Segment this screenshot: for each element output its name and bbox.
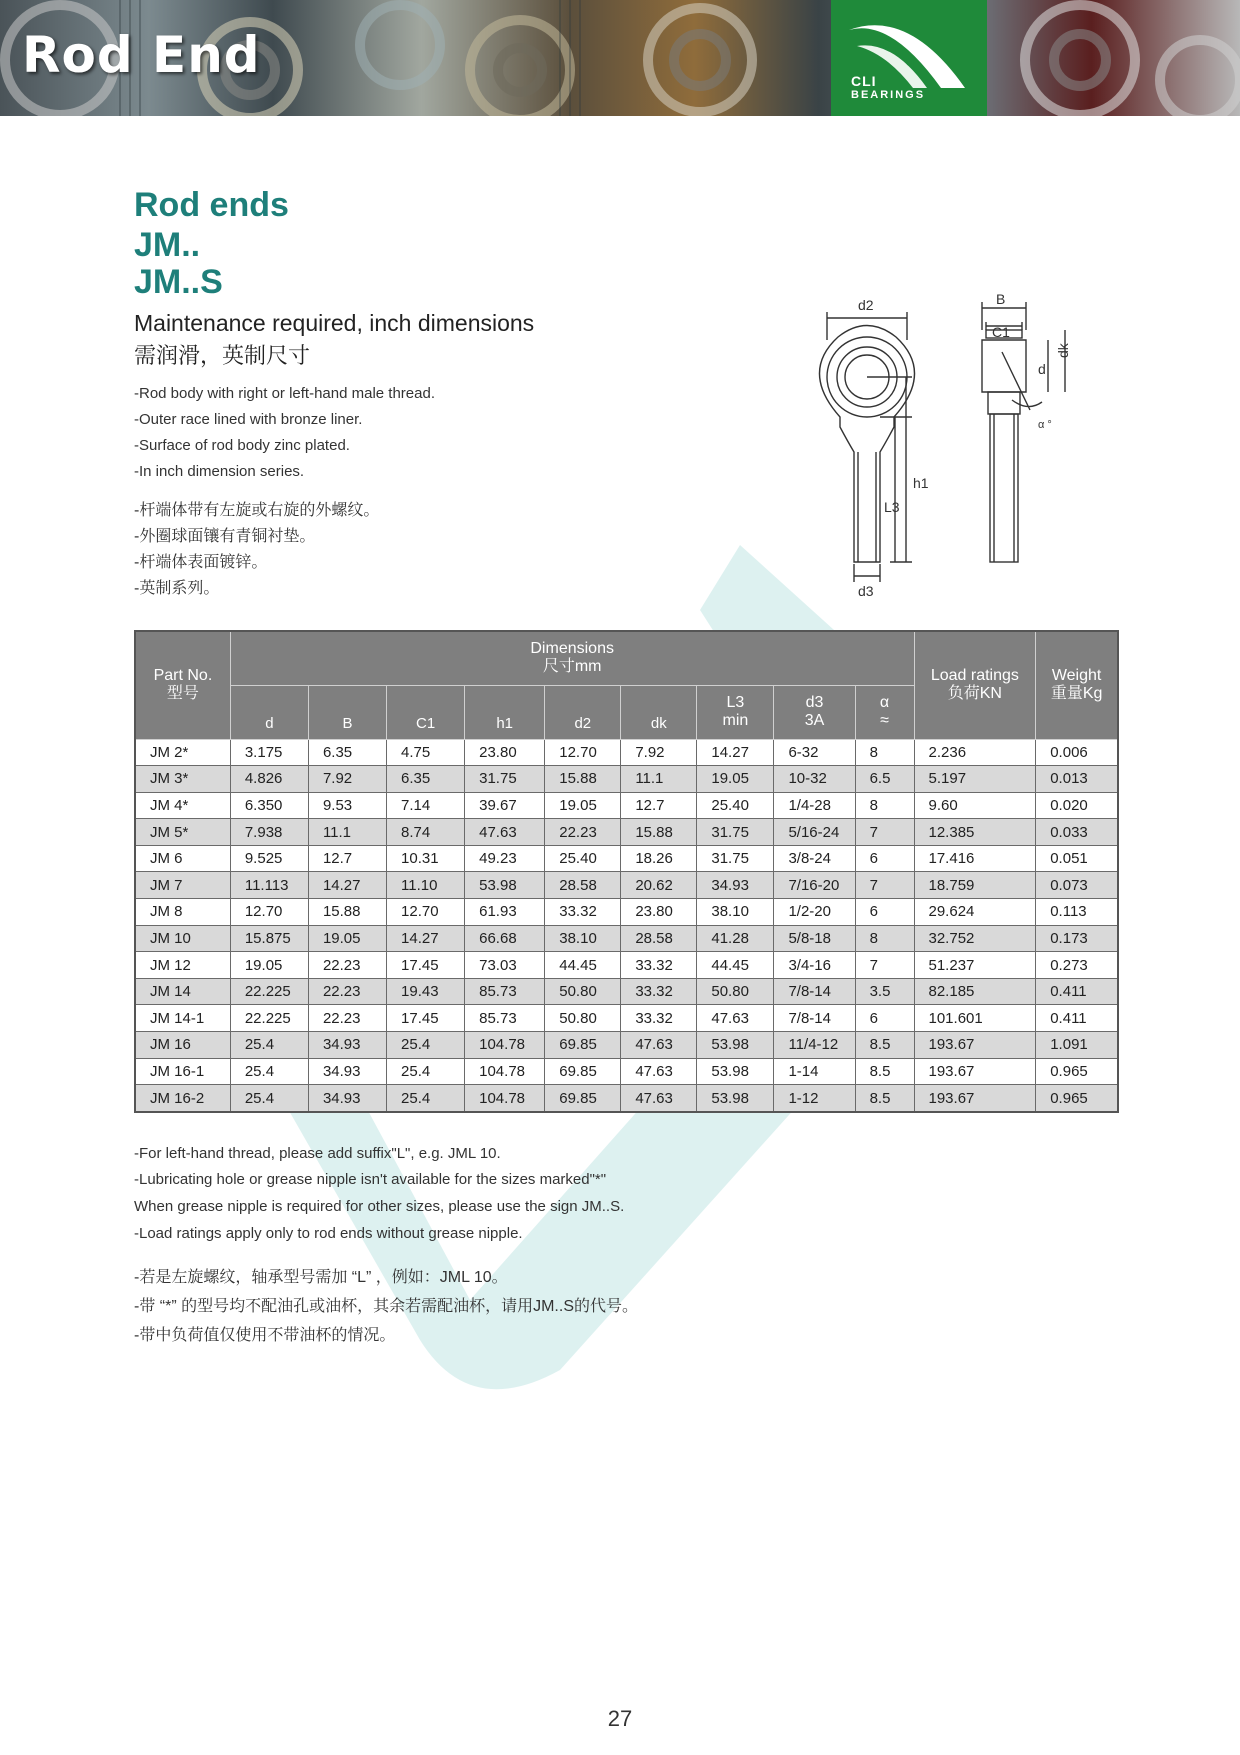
table-cell: 1-12 xyxy=(774,1085,855,1112)
table-cell: JM 8 xyxy=(135,899,230,926)
table-cell: 9.525 xyxy=(230,845,308,872)
table-cell: 11.1 xyxy=(308,819,386,846)
table-cell: 9.53 xyxy=(308,792,386,819)
table-cell: 15.88 xyxy=(308,899,386,926)
table-cell: 25.40 xyxy=(545,845,621,872)
table-cell: 193.67 xyxy=(914,1085,1036,1112)
table-cell: 10.31 xyxy=(387,845,465,872)
table-cell: JM 4* xyxy=(135,792,230,819)
table-cell: 0.051 xyxy=(1036,845,1118,872)
table-cell: 22.225 xyxy=(230,1005,308,1032)
table-cell: 47.63 xyxy=(621,1085,697,1112)
feature-zh-4: -英制系列。 xyxy=(134,580,220,597)
header-dk: dk xyxy=(621,685,697,739)
table-cell: 0.113 xyxy=(1036,899,1118,926)
table-cell: 0.006 xyxy=(1036,739,1118,766)
table-cell: JM 5* xyxy=(135,819,230,846)
table-cell: JM 14 xyxy=(135,978,230,1005)
table-cell: 17.416 xyxy=(914,845,1036,872)
table-cell: 23.80 xyxy=(465,739,545,766)
subtitle-english: Maintenance required, inch dimensions xyxy=(134,310,535,336)
banner-title: Rod End xyxy=(22,26,261,84)
table-cell: JM 14-1 xyxy=(135,1005,230,1032)
dimensions-table-wrapper xyxy=(134,630,1119,1113)
feature-en-1: -Rod body with right or left-hand male thread. xyxy=(134,385,435,402)
label-d: d xyxy=(1038,361,1046,377)
logo-text xyxy=(851,74,925,102)
subtitle-chinese: 需润滑，英制尺寸 xyxy=(134,343,311,368)
table-cell: 22.225 xyxy=(230,978,308,1005)
table-cell: 14.27 xyxy=(387,925,465,952)
table-cell: 33.32 xyxy=(621,978,697,1005)
table-cell: 2.236 xyxy=(914,739,1036,766)
table-cell: 11/4-12 xyxy=(774,1032,855,1059)
table-cell: 47.63 xyxy=(697,1005,774,1032)
table-row xyxy=(135,978,1118,1005)
feature-zh-1: -杆端体带有左旋或右旋的外螺纹。 xyxy=(134,502,380,519)
table-cell: 17.45 xyxy=(387,1005,465,1032)
table-cell: 8 xyxy=(855,925,914,952)
table-row xyxy=(135,925,1118,952)
table-cell: 85.73 xyxy=(465,978,545,1005)
table-cell: 193.67 xyxy=(914,1058,1036,1085)
header-banner xyxy=(0,0,1240,116)
table-row xyxy=(135,1085,1118,1112)
table-cell: 19.05 xyxy=(308,925,386,952)
table-cell: 6.35 xyxy=(387,766,465,793)
table-cell: 12.7 xyxy=(308,845,386,872)
table-cell: 3.5 xyxy=(855,978,914,1005)
page-number: 27 xyxy=(607,1706,633,1731)
series-title-jms: JM..S xyxy=(134,263,223,301)
table-cell: 193.67 xyxy=(914,1032,1036,1059)
label-L3: L3 xyxy=(884,499,900,515)
table-cell: 50.80 xyxy=(545,978,621,1005)
table-cell: 101.601 xyxy=(914,1005,1036,1032)
table-cell: 0.033 xyxy=(1036,819,1118,846)
table-row xyxy=(135,766,1118,793)
table-row xyxy=(135,872,1118,899)
note-en-2: -Lubricating hole or grease nipple isn't available for the sizes marked"*" xyxy=(134,1171,607,1188)
table-cell: 19.43 xyxy=(387,978,465,1005)
table-cell: 4.826 xyxy=(230,766,308,793)
table-cell: 0.013 xyxy=(1036,766,1118,793)
label-d2: d2 xyxy=(858,297,874,313)
table-cell: JM 16-2 xyxy=(135,1085,230,1112)
table-cell: 38.10 xyxy=(697,899,774,926)
table-cell: 51.237 xyxy=(914,952,1036,979)
table-cell: 25.4 xyxy=(387,1085,465,1112)
table-cell: 31.75 xyxy=(697,845,774,872)
header-C1: C1 xyxy=(387,685,465,739)
table-cell: 82.185 xyxy=(914,978,1036,1005)
table-cell: 22.23 xyxy=(308,1005,386,1032)
table-cell: 1/2-20 xyxy=(774,899,855,926)
table-cell: 33.32 xyxy=(621,952,697,979)
table-cell: 9.60 xyxy=(914,792,1036,819)
table-cell: 47.63 xyxy=(621,1032,697,1059)
table-cell: 47.63 xyxy=(465,819,545,846)
table-cell: 47.63 xyxy=(621,1058,697,1085)
table-cell: 73.03 xyxy=(465,952,545,979)
table-cell: 6 xyxy=(855,845,914,872)
table-cell: 0.965 xyxy=(1036,1058,1118,1085)
table-cell: 104.78 xyxy=(465,1085,545,1112)
header-L3: L3 min xyxy=(697,685,774,739)
table-cell: 34.93 xyxy=(697,872,774,899)
note-zh-1: -若是左旋螺纹，轴承型号需加 “L” ，例如：JML 10。 xyxy=(134,1269,508,1286)
table-cell: 12.70 xyxy=(387,899,465,926)
header-d: d xyxy=(230,685,308,739)
table-cell: 31.75 xyxy=(697,819,774,846)
table-cell: 8.5 xyxy=(855,1085,914,1112)
table-cell: JM 3* xyxy=(135,766,230,793)
table-cell: 33.32 xyxy=(545,899,621,926)
table-cell: 12.70 xyxy=(230,899,308,926)
table-cell: 0.965 xyxy=(1036,1085,1118,1112)
table-cell: 20.62 xyxy=(621,872,697,899)
label-B: B xyxy=(996,292,1006,307)
table-cell: 3.175 xyxy=(230,739,308,766)
table-cell: 6-32 xyxy=(774,739,855,766)
table-cell: 12.70 xyxy=(545,739,621,766)
header-part-no: Part No. 型号 xyxy=(135,631,230,739)
table-cell: 7 xyxy=(855,952,914,979)
label-d3: d3 xyxy=(858,583,874,599)
table-cell: 85.73 xyxy=(465,1005,545,1032)
table-cell: JM 6 xyxy=(135,845,230,872)
table-cell: 34.93 xyxy=(308,1032,386,1059)
table-cell: 15.875 xyxy=(230,925,308,952)
note-zh-3: -带中负荷值仅使用不带油杯的情况。 xyxy=(134,1327,396,1344)
table-cell: 11.10 xyxy=(387,872,465,899)
table-cell: 19.05 xyxy=(697,766,774,793)
table-cell: JM 16-1 xyxy=(135,1058,230,1085)
table-cell: 7.938 xyxy=(230,819,308,846)
table-cell: 53.98 xyxy=(697,1032,774,1059)
table-cell: 4.75 xyxy=(387,739,465,766)
table-cell: 28.58 xyxy=(545,872,621,899)
rod-end-technical-drawing xyxy=(780,292,1110,602)
table-cell: 12.385 xyxy=(914,819,1036,846)
table-cell: 25.4 xyxy=(230,1058,308,1085)
table-cell: 15.88 xyxy=(545,766,621,793)
table-cell: 25.4 xyxy=(387,1058,465,1085)
table-cell: 29.624 xyxy=(914,899,1036,926)
logo-line2: BEARINGS xyxy=(851,89,926,101)
note-zh-2: -带 “*” 的型号均不配油孔或油杯，其余若需配油杯，请用JM..S的代号。 xyxy=(134,1298,638,1315)
table-cell: 7/16-20 xyxy=(774,872,855,899)
table-cell: 12.7 xyxy=(621,792,697,819)
table-cell: 44.45 xyxy=(697,952,774,979)
table-cell: 6.35 xyxy=(308,739,386,766)
table-cell: 1-14 xyxy=(774,1058,855,1085)
table-cell: 19.05 xyxy=(545,792,621,819)
table-cell: 3/4-16 xyxy=(774,952,855,979)
table-cell: 8.5 xyxy=(855,1058,914,1085)
table-cell: 34.93 xyxy=(308,1058,386,1085)
table-cell: 66.68 xyxy=(465,925,545,952)
table-cell: 6.350 xyxy=(230,792,308,819)
table-cell: 15.88 xyxy=(621,819,697,846)
table-cell: 17.45 xyxy=(387,952,465,979)
header-load-ratings: Load ratings 负荷KN xyxy=(914,631,1036,739)
table-cell: 41.28 xyxy=(697,925,774,952)
table-cell: 19.05 xyxy=(230,952,308,979)
table-cell: 31.75 xyxy=(465,766,545,793)
label-h1: h1 xyxy=(913,475,929,491)
table-cell: 18.26 xyxy=(621,845,697,872)
table-cell: 7 xyxy=(855,819,914,846)
header-weight: Weight 重量Kg xyxy=(1036,631,1118,739)
table-cell: 32.752 xyxy=(914,925,1036,952)
header-alpha: α ≈ xyxy=(855,685,914,739)
table-cell: 7.92 xyxy=(621,739,697,766)
note-en-3: When grease nipple is required for other sizes, please use the sign JM..S. xyxy=(134,1198,625,1215)
table-cell: 104.78 xyxy=(465,1032,545,1059)
table-cell: 25.40 xyxy=(697,792,774,819)
table-cell: 5/8-18 xyxy=(774,925,855,952)
table-cell: 7 xyxy=(855,872,914,899)
dimensions-table xyxy=(134,630,1119,1113)
company-logo xyxy=(831,0,987,116)
table-cell: 5.197 xyxy=(914,766,1036,793)
table-row xyxy=(135,1032,1118,1059)
table-cell: 69.85 xyxy=(545,1085,621,1112)
table-cell: 0.173 xyxy=(1036,925,1118,952)
table-cell: JM 12 xyxy=(135,952,230,979)
table-cell: 49.23 xyxy=(465,845,545,872)
table-cell: 1/4-28 xyxy=(774,792,855,819)
table-cell: 25.4 xyxy=(230,1032,308,1059)
table-cell: 25.4 xyxy=(387,1032,465,1059)
label-dk: dk xyxy=(1055,343,1071,358)
feature-zh-2: -外圈球面镶有青铜衬垫。 xyxy=(134,528,316,545)
table-cell: 1.091 xyxy=(1036,1032,1118,1059)
table-cell: 10-32 xyxy=(774,766,855,793)
table-cell: 14.27 xyxy=(308,872,386,899)
series-title-jm: JM.. xyxy=(134,226,201,264)
table-row xyxy=(135,899,1118,926)
table-cell: 7/8-14 xyxy=(774,1005,855,1032)
page-title: Rod ends xyxy=(134,186,289,224)
note-en-4: -Load ratings apply only to rod ends without grease nipple. xyxy=(134,1225,523,1242)
table-cell: 0.020 xyxy=(1036,792,1118,819)
table-cell: 22.23 xyxy=(545,819,621,846)
table-cell: 0.411 xyxy=(1036,1005,1118,1032)
table-cell: 50.80 xyxy=(545,1005,621,1032)
feature-en-3: -Surface of rod body zinc plated. xyxy=(134,437,350,454)
table-cell: 8 xyxy=(855,792,914,819)
table-cell: JM 16 xyxy=(135,1032,230,1059)
label-alpha: α ° xyxy=(1038,419,1052,431)
table-cell: 0.411 xyxy=(1036,978,1118,1005)
table-cell: 7.92 xyxy=(308,766,386,793)
table-cell: 7.14 xyxy=(387,792,465,819)
table-cell: 61.93 xyxy=(465,899,545,926)
table-cell: 25.4 xyxy=(230,1085,308,1112)
table-cell: 53.98 xyxy=(697,1058,774,1085)
feature-en-4: -In inch dimension series. xyxy=(134,463,305,480)
table-cell: 0.073 xyxy=(1036,872,1118,899)
feature-en-2: -Outer race lined with bronze liner. xyxy=(134,411,363,428)
table-row xyxy=(135,739,1118,766)
table-cell: 11.113 xyxy=(230,872,308,899)
table-row xyxy=(135,1058,1118,1085)
table-cell: 22.23 xyxy=(308,952,386,979)
table-cell: 6 xyxy=(855,899,914,926)
table-body xyxy=(135,739,1118,1112)
table-cell: 6.5 xyxy=(855,766,914,793)
label-C1: C1 xyxy=(992,324,1010,340)
table-cell: 44.45 xyxy=(545,952,621,979)
table-cell: 53.98 xyxy=(465,872,545,899)
table-cell: 0.273 xyxy=(1036,952,1118,979)
table-cell: 23.80 xyxy=(621,899,697,926)
table-row xyxy=(135,792,1118,819)
table-cell: 11.1 xyxy=(621,766,697,793)
table-cell: 8 xyxy=(855,739,914,766)
table-cell: 33.32 xyxy=(621,1005,697,1032)
header-d2: d2 xyxy=(545,685,621,739)
table-cell: JM 10 xyxy=(135,925,230,952)
table-cell: 7/8-14 xyxy=(774,978,855,1005)
table-cell: 53.98 xyxy=(697,1085,774,1112)
header-B: B xyxy=(308,685,386,739)
table-row xyxy=(135,845,1118,872)
table-cell: 5/16-24 xyxy=(774,819,855,846)
logo-line1: CLI xyxy=(851,73,877,89)
header-d3: d3 3A xyxy=(774,685,855,739)
table-cell: 8.74 xyxy=(387,819,465,846)
table-cell: 8.5 xyxy=(855,1032,914,1059)
header-dimensions: Dimensions 尺寸mm xyxy=(230,631,914,685)
table-row xyxy=(135,952,1118,979)
table-cell: 34.93 xyxy=(308,1085,386,1112)
table-cell: 38.10 xyxy=(545,925,621,952)
table-cell: 18.759 xyxy=(914,872,1036,899)
table-cell: 39.67 xyxy=(465,792,545,819)
feature-zh-3: -杆端体表面镀锌。 xyxy=(134,554,268,571)
table-cell: 6 xyxy=(855,1005,914,1032)
table-cell: 22.23 xyxy=(308,978,386,1005)
table-cell: 14.27 xyxy=(697,739,774,766)
table-row xyxy=(135,819,1118,846)
header-h1: h1 xyxy=(465,685,545,739)
table-cell: 3/8-24 xyxy=(774,845,855,872)
table-cell: 69.85 xyxy=(545,1032,621,1059)
table-cell: 50.80 xyxy=(697,978,774,1005)
table-cell: JM 2* xyxy=(135,739,230,766)
table-cell: 69.85 xyxy=(545,1058,621,1085)
table-cell: 104.78 xyxy=(465,1058,545,1085)
table-row xyxy=(135,1005,1118,1032)
note-en-1: -For left-hand thread, please add suffix"L", e.g. JML 10. xyxy=(134,1145,501,1162)
table-cell: JM 7 xyxy=(135,872,230,899)
table-cell: 28.58 xyxy=(621,925,697,952)
